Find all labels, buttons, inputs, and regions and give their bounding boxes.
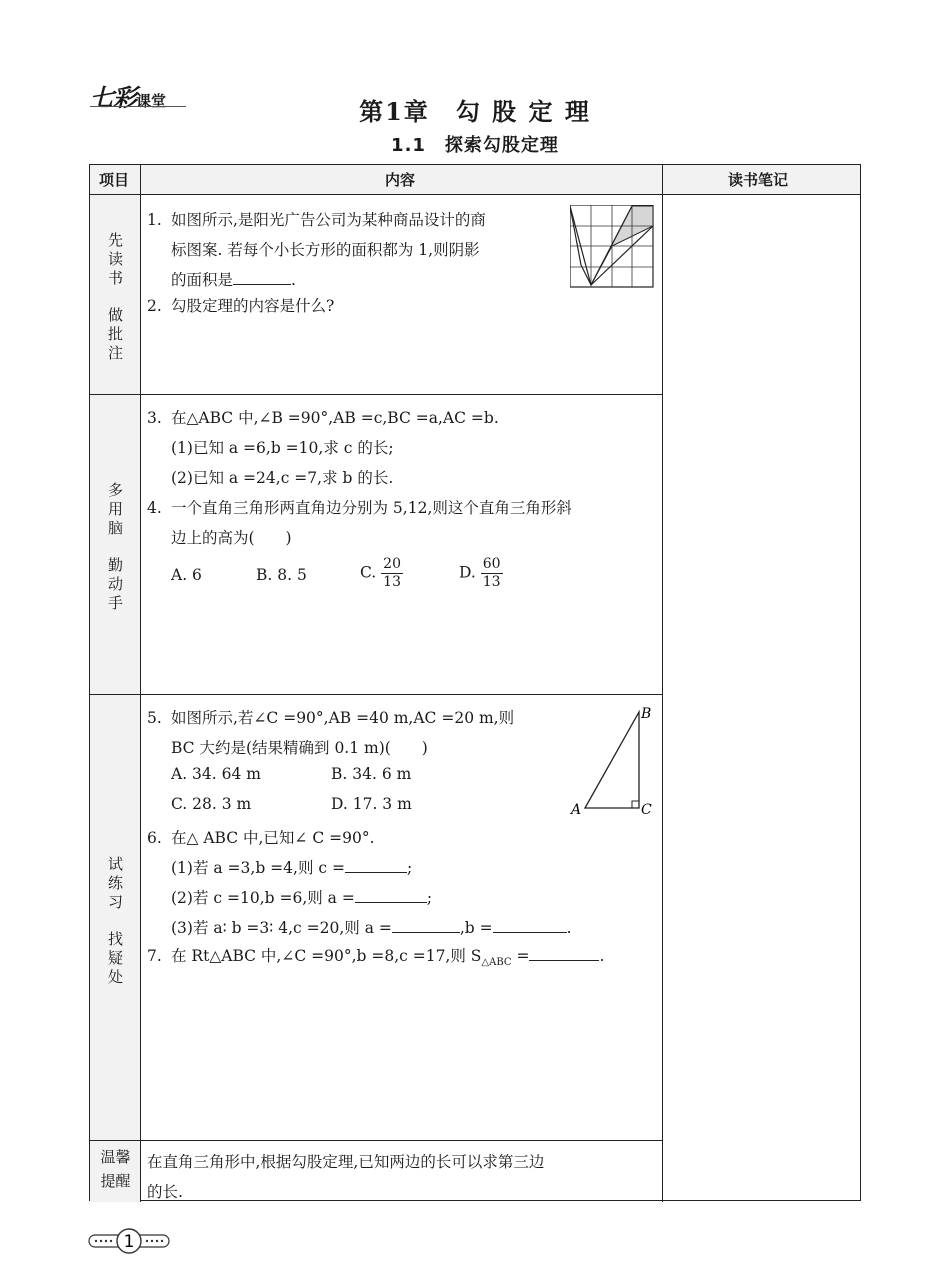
question-text: (1)若 a =3,b =4,则 c = <box>171 859 345 877</box>
label-char: 批 <box>107 325 123 343</box>
question-6 <box>147 823 572 943</box>
section-label-read <box>90 231 141 363</box>
right-triangle-figure <box>565 701 655 821</box>
numerator: 20 <box>383 556 401 572</box>
question-7 <box>147 946 604 973</box>
option-label: D. <box>459 563 476 582</box>
question-text: 边上的高为( ) <box>171 529 292 547</box>
question-text: 在 Rt△ABC 中,∠C =90°,b =8,c =17,则 S <box>171 947 482 965</box>
question-text: ,b = <box>459 919 493 937</box>
answer-blank[interactable] <box>392 918 460 933</box>
question-5 <box>147 703 514 763</box>
question-text: 一个直角三角形两直角边分别为 5,12,则这个直角三角形斜 <box>171 499 572 517</box>
question-number: 2. <box>147 297 162 315</box>
trademark-grid-figure <box>570 205 654 289</box>
question-4 <box>147 493 572 553</box>
section-title: 1.1 探索勾股定理 <box>391 135 559 156</box>
question-text: (2)已知 a =24,c =7,求 b 的长. <box>171 469 394 487</box>
option-c <box>360 556 403 591</box>
tip-line: 的长. <box>147 1183 183 1201</box>
page-number: 1 <box>123 1232 135 1252</box>
answer-blank[interactable] <box>355 888 427 903</box>
row-divider <box>90 694 663 695</box>
option-d <box>459 556 503 591</box>
question-text: . <box>599 947 605 965</box>
question-text: 如图所示,是阳光广告公司为某种商品设计的商 <box>171 211 486 229</box>
tip-label <box>90 1145 141 1193</box>
answer-blank[interactable] <box>493 918 567 933</box>
label-char: 注 <box>107 344 123 362</box>
tip-text <box>147 1147 544 1207</box>
label-char: 习 <box>107 893 123 911</box>
question-text: . <box>291 271 296 289</box>
row-divider <box>90 394 663 395</box>
numerator: 60 <box>482 556 501 572</box>
question-text: . <box>566 919 572 937</box>
option-label: C. <box>360 563 377 582</box>
question-text: 标图案. 若每个小长方形的面积都为 1,则阴影 <box>171 241 480 259</box>
question-3 <box>147 403 499 493</box>
question-text: (1)已知 a =6,b =10,求 c 的长; <box>171 439 394 457</box>
label-char: 书 <box>107 269 123 287</box>
label-char: 手 <box>107 594 123 612</box>
chapter-title: 第1章 勾 股 定 理 <box>359 97 591 126</box>
answer-blank[interactable] <box>345 858 407 873</box>
label-char: 找 <box>107 930 123 948</box>
row-divider <box>90 194 860 195</box>
answer-blank[interactable] <box>233 270 291 285</box>
triangle <box>585 712 639 808</box>
option-d: D. 17. 3 m <box>331 795 412 813</box>
right-angle-mark <box>632 801 639 808</box>
shaded-region <box>591 206 653 285</box>
worksheet-table <box>89 164 861 1201</box>
question-text: ; <box>406 859 413 877</box>
question-text: 在△ABC 中,∠B =90°,AB =c,BC =a,AC =b. <box>171 409 499 427</box>
question-text: = <box>511 947 530 965</box>
logo-sub-text: 课堂 <box>136 92 167 110</box>
question-number: 3. <box>147 409 162 427</box>
label-char: 多 <box>107 481 123 499</box>
option-c: C. 28. 3 m <box>171 795 252 813</box>
question-text: ; <box>426 889 433 907</box>
question-text: (3)若 a∶ b =3∶ 4,c =20,则 a = <box>171 919 392 937</box>
label-char: 疑 <box>107 949 123 967</box>
tip-line: 在直角三角形中,根据勾股定理,已知两边的长可以求第三边 <box>147 1153 545 1171</box>
column-divider <box>662 165 663 1202</box>
option-b: B. 8. 5 <box>256 566 307 584</box>
section-label-think <box>90 481 141 613</box>
header-content: 内容 <box>385 171 416 189</box>
header-notes: 读书笔记 <box>728 171 789 189</box>
denominator: 13 <box>482 574 501 590</box>
section-label-practice <box>90 855 141 987</box>
question-2 <box>147 296 334 316</box>
question-text: 的面积是 <box>171 271 234 289</box>
question-text: 在△ ABC 中,已知∠ C =90°. <box>171 829 375 847</box>
option-a: A. 34. 64 m <box>171 765 261 783</box>
answer-blank[interactable] <box>529 946 599 961</box>
fraction <box>481 556 503 591</box>
label-char: 勤 <box>107 556 123 574</box>
label-char: 动 <box>107 575 123 593</box>
denominator: 13 <box>383 574 401 590</box>
label-char: 试 <box>107 855 123 873</box>
label-char: 处 <box>107 968 123 986</box>
tip-label-line: 提醒 <box>100 1172 131 1190</box>
question-text: 如图所示,若∠C =90°,AB =40 m,AC =20 m,则 <box>171 709 515 727</box>
vertex-label-b: B <box>641 706 652 722</box>
question-number: 5. <box>147 709 162 727</box>
question-number: 4. <box>147 499 162 517</box>
vertex-label-c: C <box>641 802 652 818</box>
option-a: A. 6 <box>171 566 202 584</box>
row-divider <box>90 1140 663 1141</box>
label-char: 先 <box>107 231 123 249</box>
question-text: 勾股定理的内容是什么? <box>171 297 335 315</box>
subscript: △ABC <box>481 957 512 969</box>
page-number-badge <box>88 1228 170 1254</box>
label-char: 用 <box>107 500 123 518</box>
question-1 <box>147 205 486 295</box>
label-char: 脑 <box>107 519 123 537</box>
label-char: 练 <box>107 874 123 892</box>
header-item: 项目 <box>99 171 130 189</box>
question-text: BC 大约是(结果精确到 0.1 m)( ) <box>171 739 428 757</box>
label-char: 读 <box>107 250 123 268</box>
question-number: 1. <box>147 211 162 229</box>
question-number: 7. <box>147 947 162 965</box>
label-char: 做 <box>107 306 123 324</box>
question-text: (2)若 c =10,b =6,则 a = <box>171 889 355 907</box>
tip-label-line: 温馨 <box>100 1148 131 1166</box>
vertex-label-a: A <box>571 802 582 818</box>
option-b: B. 34. 6 m <box>331 765 412 783</box>
fraction <box>381 556 403 591</box>
logo-main-text: 七彩 <box>90 84 136 112</box>
question-number: 6. <box>147 829 162 847</box>
